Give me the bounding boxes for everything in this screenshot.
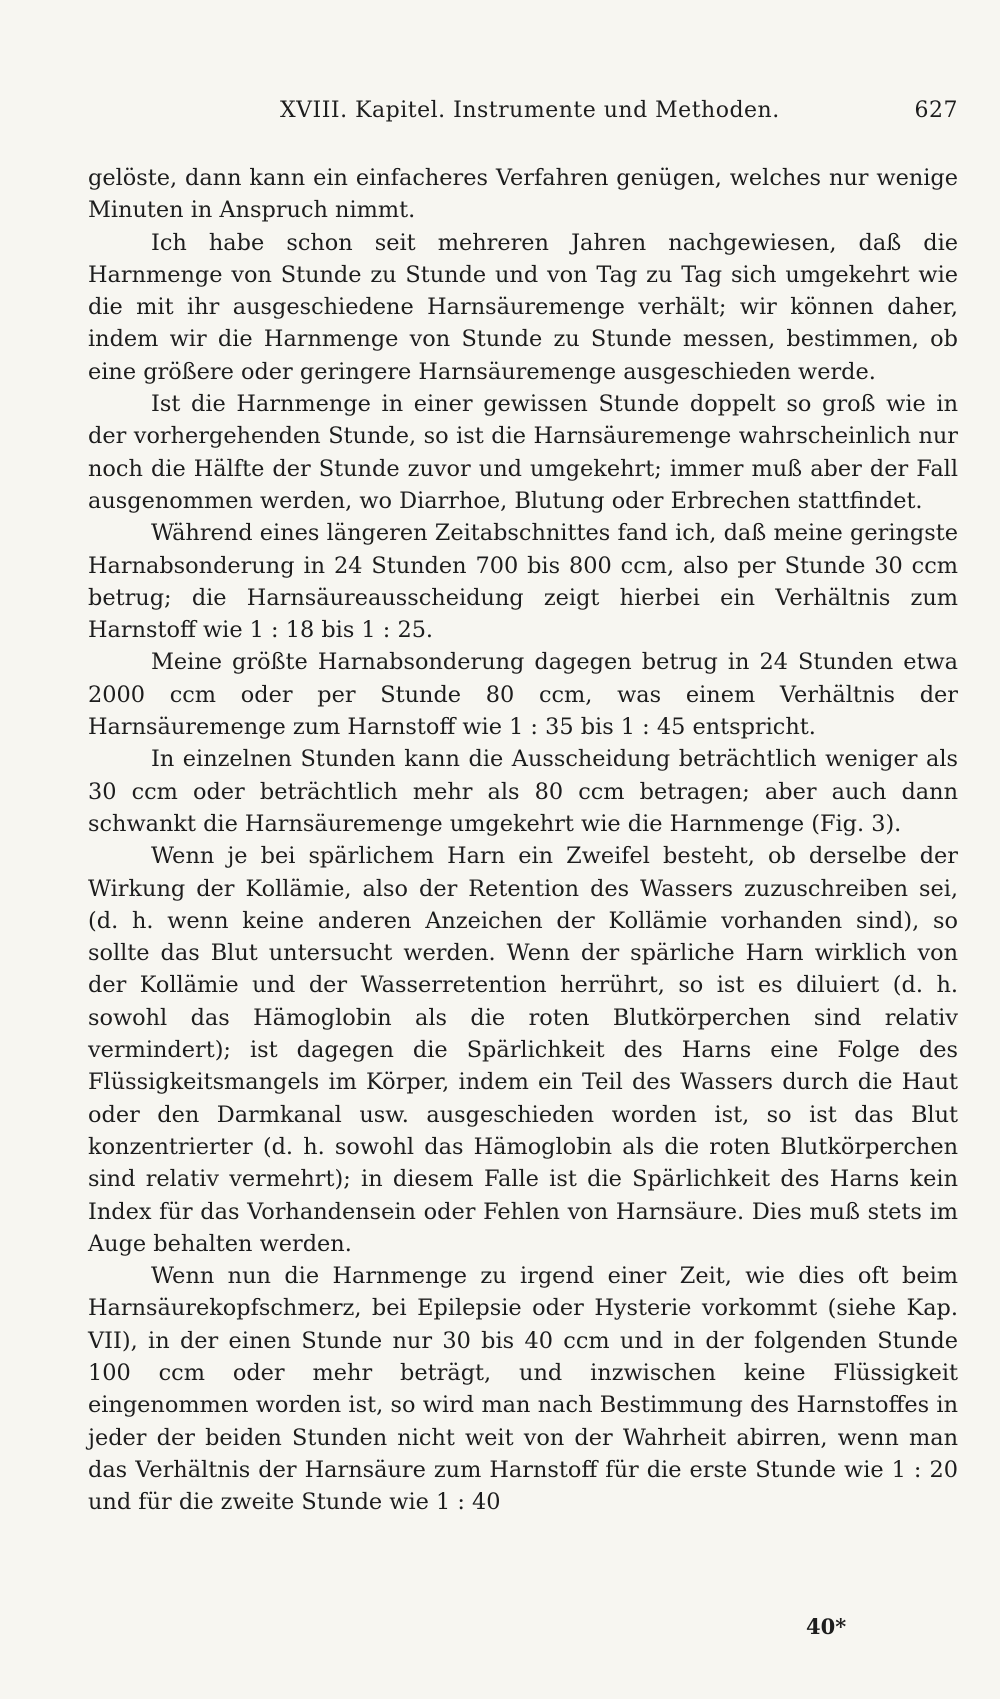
signature-mark: 40* [806, 1614, 847, 1639]
paragraph: Ist die Harnmenge in einer gewissen Stunde doppelt so groß wie in der vorhergehenden Stunde, so ist die Harnsäuremenge wahrscheinlich nur noch die Hälfte der Stunde zuvor und umgekehrt; immer muß aber der Fall ausgenommen werden, wo Diarrhoe, Blutung oder Erbrechen stattfindet. [88, 391, 958, 514]
paragraph: Meine größte Harnabsonderung dagegen betrug in 24 Stunden etwa 2000 ccm oder per Stunde 80 ccm, was einem Verhältnis der Harnsäuremenge zum Harnstoff wie 1 : 35 bis 1 : 45 entspricht. [88, 649, 958, 741]
paragraph: Wenn nun die Harnmenge zu irgend einer Zeit, wie dies oft beim Harnsäurekopfschmerz, bei Epilepsie oder Hysterie vorkommt (siehe Kap. VII), in der einen Stunde nur 30 bis 40 ccm und in der folgenden Stunde 100 ccm oder mehr beträgt, und inzwischen keine Flüssigkeit eingenommen worden ist, so wird man nach Bestimmung des Harnstoffes in jeder der beiden Stunden nicht weit von der Wahrheit abirren, wenn man das Verhältnis der Harnsäure zum Harnstoff für die erste Stunde wie 1 : 20 und für die zweite Stunde wie 1 : 40 [88, 1263, 958, 1516]
chapter-title: XVIII. Kapitel. Instrumente und Methoden. [280, 98, 780, 123]
page-number: 627 [914, 98, 958, 123]
body-text [88, 162, 958, 1518]
paragraph: Während eines längeren Zeitabschnittes fand ich, daß meine geringste Harnabsonderung in 24 Stunden 700 bis 800 ccm, also per Stunde 30 ccm betrug; die Harnsäureausscheidung zeigt hierbei ein Verhältnis zum Harnstoff wie 1 : 18 bis 1 : 25. [88, 520, 958, 644]
paragraph: In einzelnen Stunden kann die Ausscheidung beträchtlich weniger als 30 ccm oder beträchtlich mehr als 80 ccm betragen; aber auch dann schwankt die Harnsäuremenge umgekehrt wie die Harnmenge (Fig. 3). [88, 746, 958, 837]
running-head [88, 98, 958, 134]
paragraph: Wenn je bei spärlichem Harn ein Zweifel besteht, ob derselbe der Wirkung der Kollämie, also der Retention des Wassers zuzuschreiben sei, (d. h. wenn keine anderen Anzeichen der Kollämie vorhanden sind), so sollte das Blut untersucht werden. Wenn der spärliche Harn wirklich von der Kollämie und der Wasserretention herrührt, so ist es diluiert (d. h. sowohl das Hämoglobin als die roten Blutkörperchen sind relativ vermindert); ist dagegen die Spärlichkeit des Harns eine Folge des Flüssigkeitsmangels im Körper, indem ein Teil des Wassers durch die Haut oder den Darmkanal usw. ausgeschieden worden ist, so ist das Blut konzentrierter (d. h. sowohl das Hämoglobin als die roten Blutkörperchen sind relativ vermehrt); in diesem Falle ist die Spärlichkeit des Harns kein Index für das Vorhandensein oder Fehlen von Harnsäure. Dies muß stets im Auge behalten werden. [88, 843, 958, 1257]
paragraph: Ich habe schon seit mehreren Jahren nachgewiesen, daß die Harnmenge von Stunde zu Stunde und von Tag zu Tag sich umgekehrt wie die mit ihr ausgeschiedene Harnsäuremenge verhält; wir können daher, indem wir die Harnmenge von Stunde zu Stunde messen, bestimmen, ob eine größere oder geringere Harnsäuremenge ausgeschieden werde. [88, 229, 958, 385]
paragraph: gelöste, dann kann ein einfacheres Verfahren genügen, welches nur wenige Minuten in Anspruch nimmt. [88, 165, 958, 224]
